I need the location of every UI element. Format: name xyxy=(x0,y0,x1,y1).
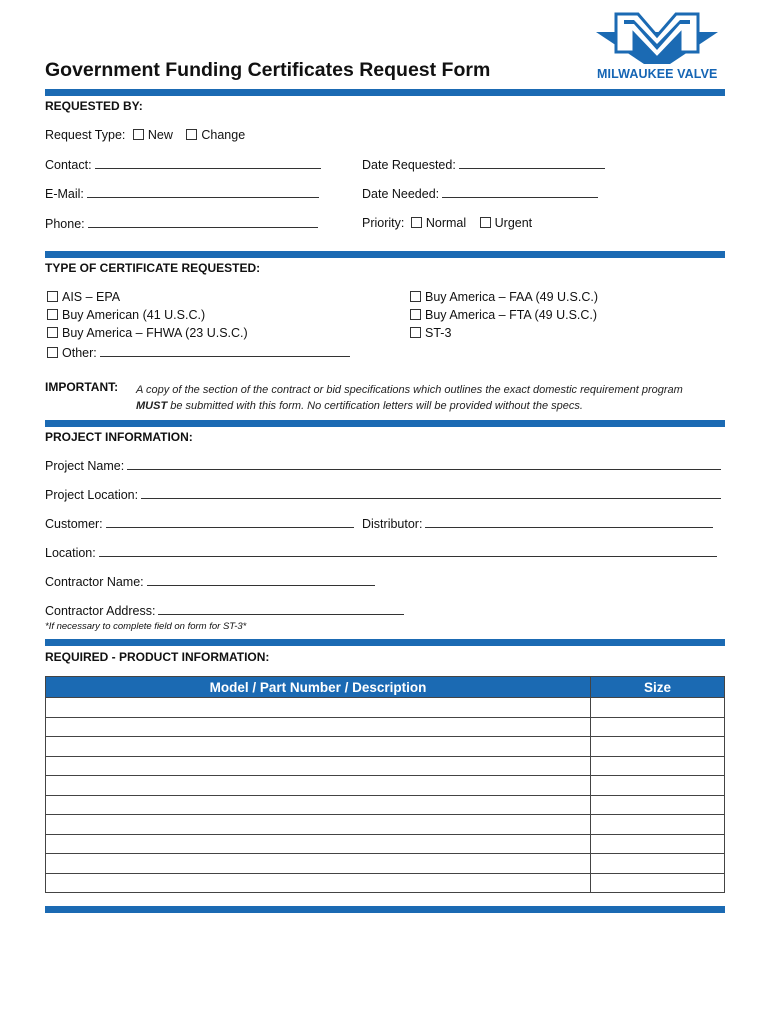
cert-option-label: Buy America – FAA (49 U.S.C.) xyxy=(425,290,598,304)
cert-st3-checkbox[interactable] xyxy=(410,327,421,338)
size-cell[interactable] xyxy=(591,834,725,854)
cert-option-label: AIS – EPA xyxy=(62,290,121,304)
contractor-address-field[interactable] xyxy=(158,603,404,615)
column-header-model: Model / Part Number / Description xyxy=(46,677,591,698)
distributor-field[interactable] xyxy=(425,516,713,528)
st3-note: *If necessary to complete field on form for ST-3* xyxy=(45,621,247,632)
cert-other-checkbox[interactable] xyxy=(47,347,58,358)
contractor-name-field[interactable] xyxy=(147,574,375,586)
size-cell[interactable] xyxy=(591,873,725,893)
table-row xyxy=(46,776,725,796)
product-info-heading: REQUIRED - PRODUCT INFORMATION: xyxy=(45,650,270,664)
section-divider xyxy=(45,639,725,646)
cert-option xyxy=(410,308,597,322)
priority-row xyxy=(362,216,532,230)
distributor-label: Distributor: xyxy=(362,517,423,531)
cert-option xyxy=(410,326,451,340)
size-cell[interactable] xyxy=(591,717,725,737)
size-cell[interactable] xyxy=(591,756,725,776)
project-name-row xyxy=(45,458,721,473)
date-needed-row xyxy=(362,186,598,201)
product-table-header xyxy=(46,677,725,698)
size-cell[interactable] xyxy=(591,737,725,757)
footer-divider xyxy=(45,906,725,913)
request-type-row xyxy=(45,128,245,142)
contractor-name-label: Contractor Name: xyxy=(45,575,144,589)
model-cell[interactable] xyxy=(46,815,591,835)
table-row xyxy=(46,873,725,893)
cert-option-label: Other: xyxy=(62,346,97,360)
request-type-change-checkbox[interactable] xyxy=(186,129,197,140)
model-cell[interactable] xyxy=(46,737,591,757)
date-needed-label: Date Needed: xyxy=(362,187,440,201)
location-label: Location: xyxy=(45,546,96,560)
cert-option xyxy=(410,290,598,304)
contractor-address-row xyxy=(45,603,404,618)
important-text-part: A copy of the section of the contract or bid specifications which outlines the exact domestic requirement program xyxy=(136,384,683,396)
important-text xyxy=(136,382,696,414)
model-cell[interactable] xyxy=(46,776,591,796)
email-row xyxy=(45,186,319,201)
date-requested-label: Date Requested: xyxy=(362,158,456,172)
cert-other-field[interactable] xyxy=(100,345,350,357)
table-row xyxy=(46,698,725,718)
important-label: IMPORTANT: xyxy=(45,380,119,394)
request-type-new-label: New xyxy=(147,128,173,142)
size-cell[interactable] xyxy=(591,795,725,815)
phone-label: Phone: xyxy=(45,217,85,231)
cert-option xyxy=(47,345,350,360)
product-table xyxy=(45,676,725,893)
cert-option xyxy=(47,326,248,340)
table-row xyxy=(46,756,725,776)
cert-faa-checkbox[interactable] xyxy=(410,291,421,302)
important-text-part: be submitted with this form. No certification letters will be provided without the specs. xyxy=(170,400,583,412)
email-field[interactable] xyxy=(87,186,319,198)
cert-option-label: Buy America – FTA (49 U.S.C.) xyxy=(425,308,598,322)
table-row xyxy=(46,854,725,874)
phone-row xyxy=(45,216,318,231)
cert-option xyxy=(47,308,205,322)
table-row xyxy=(46,717,725,737)
model-cell[interactable] xyxy=(46,834,591,854)
column-header-size: Size xyxy=(591,677,725,698)
size-cell[interactable] xyxy=(591,815,725,835)
cert-option-label: Buy America – FHWA (23 U.S.C.) xyxy=(62,326,248,340)
certificate-type-heading: TYPE OF CERTIFICATE REQUESTED: xyxy=(45,261,261,275)
contractor-address-label: Contractor Address: xyxy=(45,604,156,618)
cert-fta-checkbox[interactable] xyxy=(410,309,421,320)
project-location-label: Project Location: xyxy=(45,488,139,502)
priority-urgent-label: Urgent xyxy=(494,216,533,230)
cert-fhwa-checkbox[interactable] xyxy=(47,327,58,338)
model-cell[interactable] xyxy=(46,873,591,893)
model-cell[interactable] xyxy=(46,756,591,776)
contact-label: Contact: xyxy=(45,158,92,172)
location-field[interactable] xyxy=(99,545,717,557)
cert-option-label: Buy American (41 U.S.C.) xyxy=(62,308,206,322)
cert-option xyxy=(47,290,120,304)
model-cell[interactable] xyxy=(46,717,591,737)
table-row xyxy=(46,815,725,835)
model-cell[interactable] xyxy=(46,698,591,718)
priority-label: Priority: xyxy=(362,216,405,230)
email-label: E-Mail: xyxy=(45,187,84,201)
requested-by-heading: REQUESTED BY: xyxy=(45,99,143,113)
size-cell[interactable] xyxy=(591,698,725,718)
customer-label: Customer: xyxy=(45,517,103,531)
distributor-row xyxy=(362,516,713,531)
request-type-label: Request Type: xyxy=(45,128,126,142)
contractor-name-row xyxy=(45,574,375,589)
header-divider xyxy=(45,89,725,96)
section-divider xyxy=(45,251,725,258)
request-type-new-checkbox[interactable] xyxy=(133,129,144,140)
table-row xyxy=(46,795,725,815)
date-requested-field[interactable] xyxy=(459,157,605,169)
cert-option-label: ST-3 xyxy=(425,326,452,340)
priority-normal-label: Normal xyxy=(425,216,467,230)
project-location-row xyxy=(45,487,721,502)
cert-buy-american-checkbox[interactable] xyxy=(47,309,58,320)
model-cell[interactable] xyxy=(46,854,591,874)
contact-field[interactable] xyxy=(95,157,321,169)
customer-row xyxy=(45,516,354,531)
priority-normal-checkbox[interactable] xyxy=(411,217,422,228)
location-row xyxy=(45,545,717,560)
section-divider xyxy=(45,420,725,427)
contact-row xyxy=(45,157,321,172)
table-row xyxy=(46,834,725,854)
date-needed-field[interactable] xyxy=(442,186,598,198)
cert-ais-epa-checkbox[interactable] xyxy=(47,291,58,302)
size-cell[interactable] xyxy=(591,776,725,796)
customer-field[interactable] xyxy=(106,516,354,528)
table-row xyxy=(46,737,725,757)
model-cell[interactable] xyxy=(46,795,591,815)
date-requested-row xyxy=(362,157,605,172)
request-type-change-label: Change xyxy=(201,128,246,142)
phone-field[interactable] xyxy=(88,216,318,228)
size-cell[interactable] xyxy=(591,854,725,874)
priority-urgent-checkbox[interactable] xyxy=(480,217,491,228)
project-location-field[interactable] xyxy=(141,487,721,499)
project-name-field[interactable] xyxy=(127,458,721,470)
important-emphasis: MUST xyxy=(136,400,168,412)
page-title: Government Funding Certificates Request Form xyxy=(45,59,491,81)
project-name-label: Project Name: xyxy=(45,459,125,473)
project-info-heading: PROJECT INFORMATION: xyxy=(45,430,193,444)
logo-text: MILWAUKEE VALVE xyxy=(597,67,718,81)
